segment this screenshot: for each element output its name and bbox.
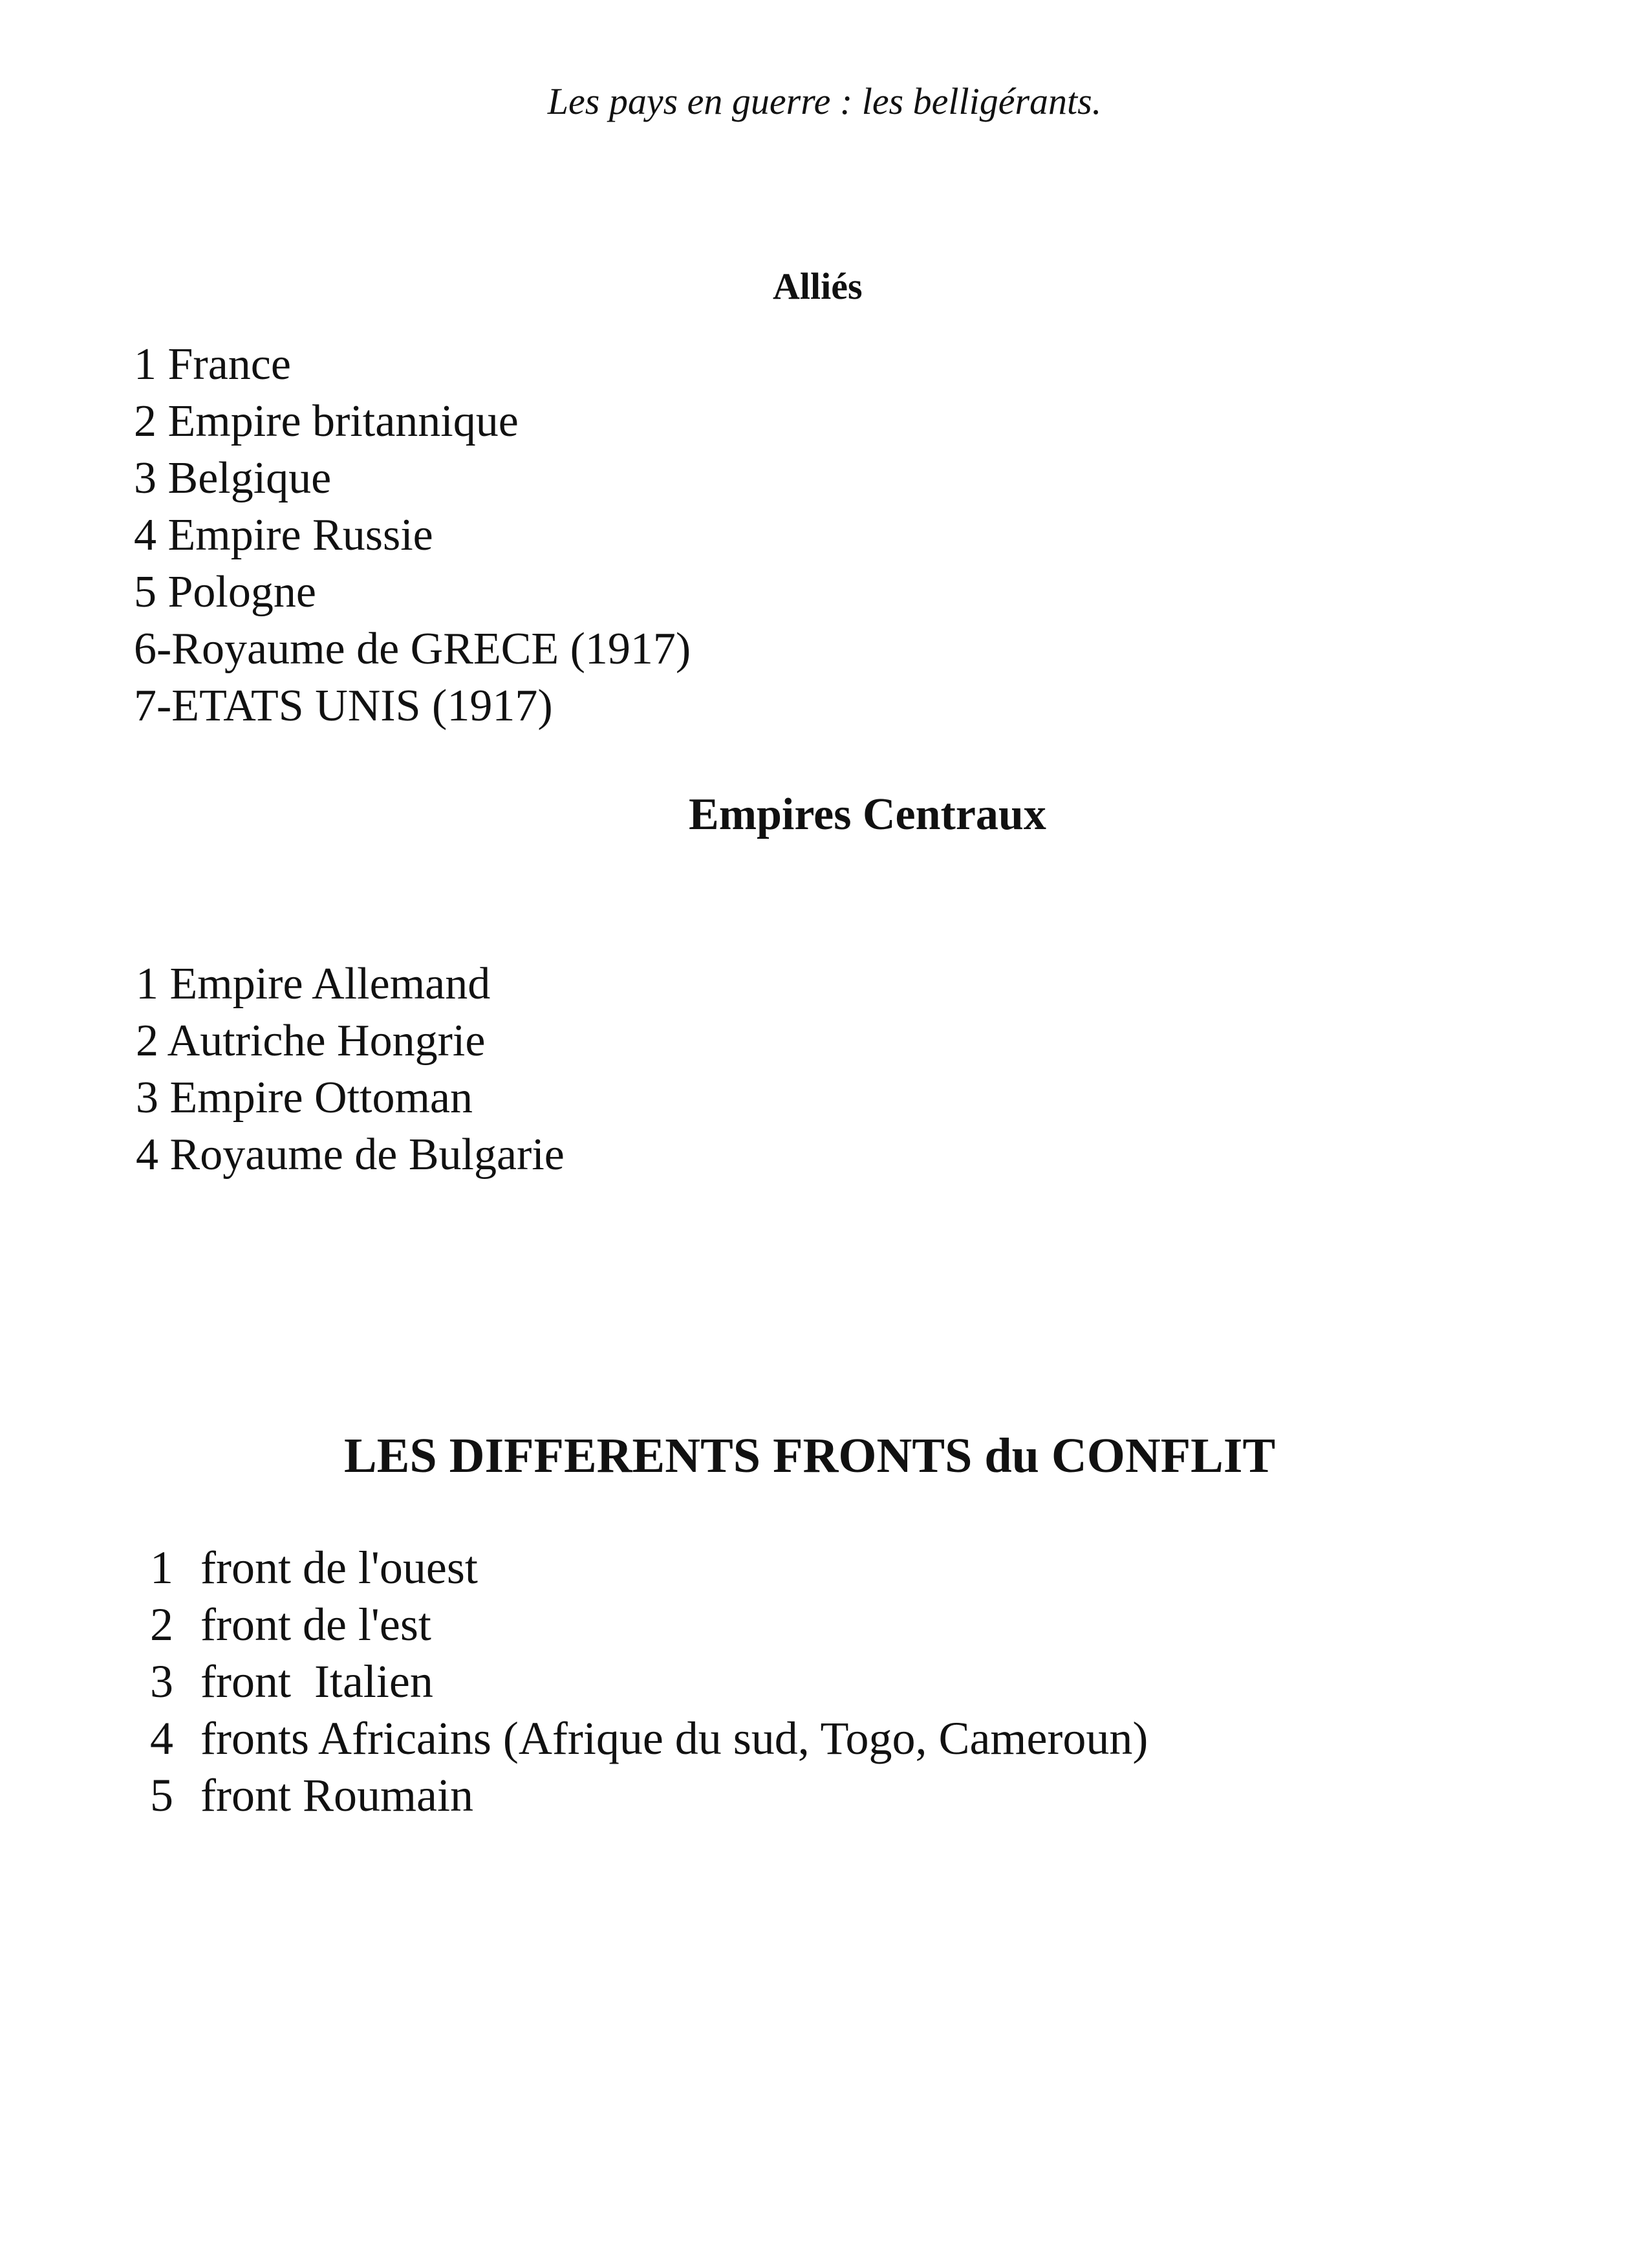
- item-number: 3: [150, 1656, 173, 1707]
- allies-list: [134, 336, 691, 735]
- list-item: [150, 1653, 1148, 1710]
- list-item: 3 Empire Ottoman: [136, 1073, 473, 1123]
- list-item: 4 Royaume de Bulgarie: [136, 1130, 565, 1180]
- list-item: [150, 1596, 1148, 1653]
- item-label: front Roumain: [200, 1769, 473, 1821]
- item-label: fronts Africains (Afrique du sud, Togo, Cameroun): [200, 1712, 1148, 1764]
- list-item: 4 Empire Russie: [134, 510, 433, 560]
- fronts-list: [150, 1539, 1148, 1824]
- list-item: 1 Empire Allemand: [136, 959, 491, 1009]
- item-number: 4: [150, 1712, 173, 1764]
- allies-heading: Alliés: [773, 265, 863, 307]
- fronts-heading: LES DIFFERENTS FRONTS du CONFLIT: [344, 1429, 1276, 1483]
- empires-centraux-list: [136, 956, 565, 1183]
- list-item: 2 Autriche Hongrie: [136, 1016, 486, 1066]
- item-number: 5: [150, 1769, 173, 1821]
- item-number: 2: [150, 1599, 173, 1650]
- list-item: 2 Empire britannique: [134, 396, 519, 446]
- list-item: [150, 1710, 1148, 1767]
- item-label: front de l'ouest: [200, 1542, 478, 1593]
- item-label: front Italien: [200, 1656, 433, 1707]
- empires-centraux-heading: Empires Centraux: [689, 790, 1046, 839]
- list-item: 3 Belgique: [134, 453, 332, 503]
- list-item: [150, 1539, 1148, 1596]
- item-label: front de l'est: [200, 1599, 431, 1650]
- list-item: [150, 1767, 1148, 1824]
- list-item: 5 Pologne: [134, 567, 316, 617]
- list-item: 7-ETATS UNIS (1917): [134, 681, 553, 731]
- page-title: Les pays en guerre : les belligérants.: [547, 80, 1102, 122]
- item-number: 1: [150, 1542, 173, 1593]
- list-item: 6-Royaume de GRECE (1917): [134, 624, 691, 674]
- list-item: 1 France: [134, 340, 291, 389]
